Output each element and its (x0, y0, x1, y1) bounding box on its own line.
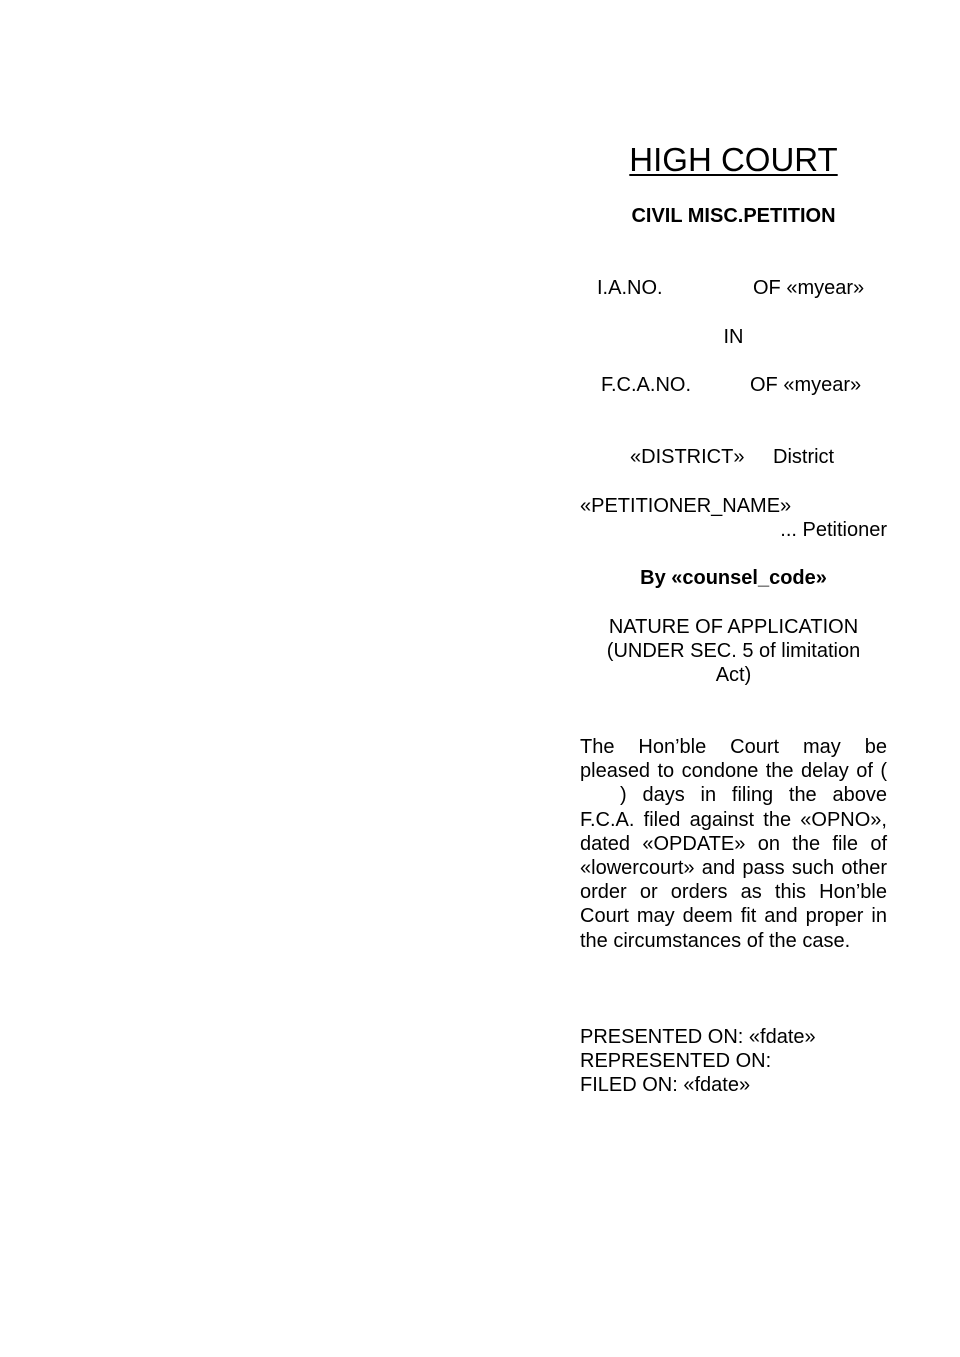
petitioner-name: «PETITIONER_NAME» (580, 495, 792, 517)
ia-number-label: I.A.NO. (597, 277, 663, 299)
fca-number-label: F.C.A.NO. (601, 374, 692, 396)
district-placeholder: «DISTRICT» (630, 446, 745, 468)
prayer-paragraph (580, 735, 887, 953)
petitioner-role: ... Petitioner (780, 519, 887, 541)
counsel-line: By «counsel_code» (640, 567, 827, 589)
nature-section: (UNDER SEC. 5 of limitation (606, 640, 861, 662)
nature-act: Act) (715, 664, 752, 686)
petition-type: CIVIL MISC.PETITION (631, 205, 836, 227)
filed-on: FILED ON: «fdate» (580, 1074, 751, 1096)
fca-number-year: OF «myear» (750, 374, 862, 396)
prayer-text-start: The Hon’ble Court may be pleased to condone the delay of ( (580, 736, 887, 783)
presented-on: PRESENTED ON: «fdate» (580, 1026, 816, 1048)
district-label: District (773, 446, 835, 468)
nature-heading: NATURE OF APPLICATION (608, 616, 859, 638)
ia-number-year: OF «myear» (753, 277, 865, 299)
prayer-text-end: ) days in filing the above F.C.A. filed against the «OPNO», dated «OPDATE» on the file of «lowercourt» and pass such other order or orders as this Hon’ble Court may deem fit and proper in the circumstances of the case. (580, 784, 887, 952)
court-title: HIGH COURT (629, 141, 838, 178)
in-connector: IN (723, 326, 744, 348)
represented-on: REPRESENTED ON: (580, 1050, 772, 1072)
